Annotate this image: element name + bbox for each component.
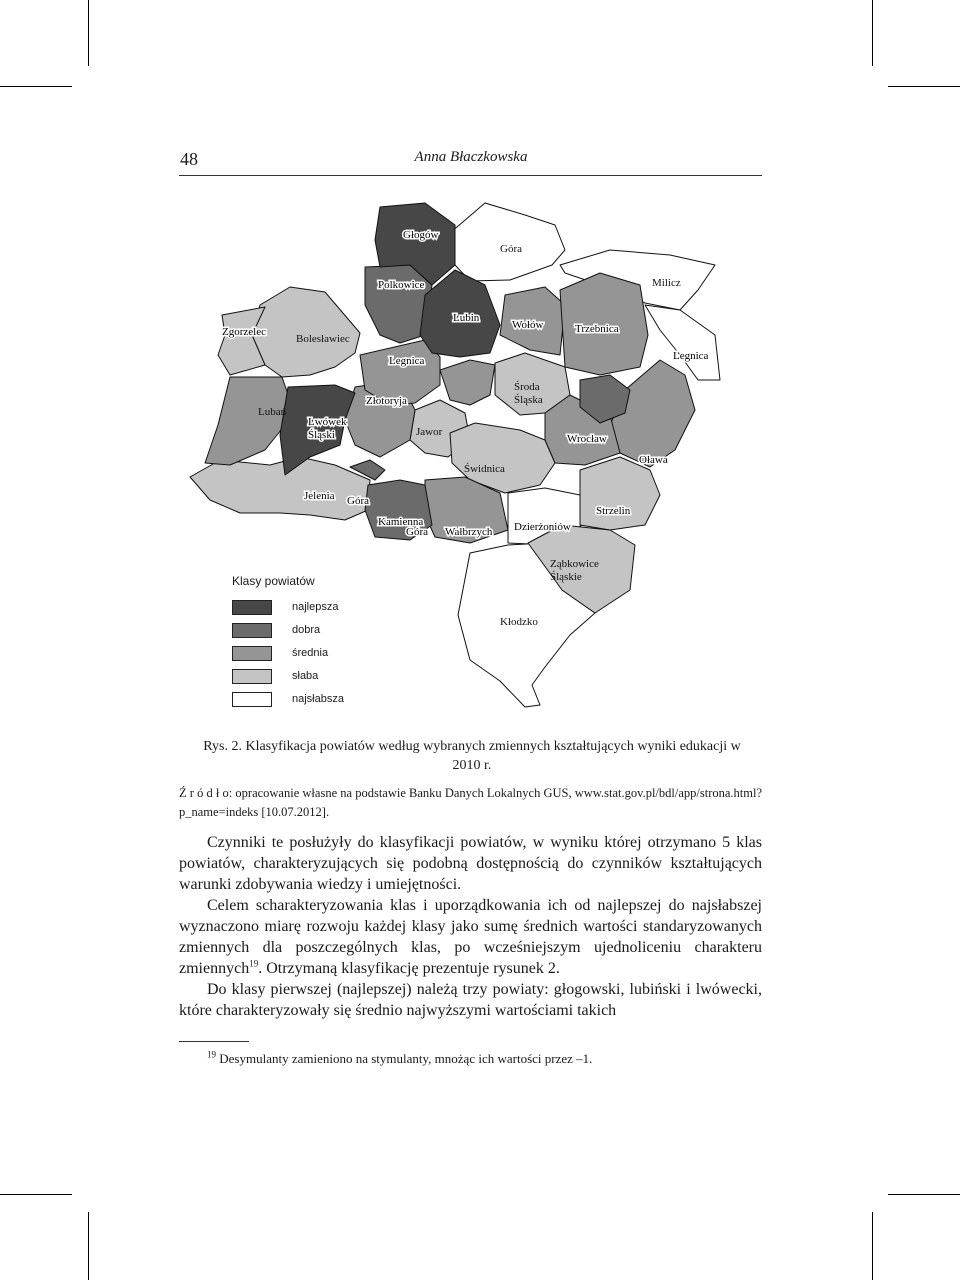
legend-swatch <box>232 646 272 661</box>
map-label-trzebnica: Trzebnica <box>575 323 619 335</box>
page-number: 48 <box>180 149 198 169</box>
body-text <box>179 832 762 1021</box>
footnote-text: Desymulanty zamieniono na stymulanty, mnożąc ich wartości przez –1. <box>219 1051 593 1066</box>
crop-mark <box>888 1194 960 1195</box>
map-label-kamienna-2: Góra <box>406 526 428 538</box>
legend-item <box>232 645 328 661</box>
legend-item <box>232 691 344 707</box>
legend-label: najlepsza <box>292 601 339 613</box>
map-label-milicz: Milicz <box>652 277 681 289</box>
legend-label: dobra <box>292 624 321 636</box>
figure-source <box>179 784 762 822</box>
map-label-zlotoryja: Złotoryja <box>366 395 407 407</box>
map-label-kamienna-1: Kamienna <box>378 516 424 528</box>
district-map <box>170 195 730 720</box>
district-sroda-inner <box>440 360 495 405</box>
legend-label: średnia <box>292 647 329 659</box>
crop-mark <box>88 0 89 66</box>
map-label-swidnica: Świdnica <box>464 463 505 475</box>
map-label-luban: Lubań <box>258 406 287 418</box>
footnote-number: 19 <box>207 1049 216 1060</box>
crop-mark <box>888 86 960 87</box>
district-gora <box>450 203 565 281</box>
paragraph: Do klasy pierwszej (najlepszej) należą trzy powiaty: głogowski, lubiński i lwówecki, które charakteryzowały się średnio najwyższymi wartościami takich <box>179 981 762 1019</box>
crop-mark <box>88 1212 89 1280</box>
map-label-zabkowice-1: Ząbkowice <box>550 558 599 570</box>
legend-label: najsłabsza <box>292 693 344 705</box>
map-label-olawa: Oława <box>639 454 668 466</box>
legend-item <box>232 599 338 615</box>
legend-item <box>232 622 320 638</box>
map-label-zgorzelec: Zgorzelec <box>222 326 266 338</box>
legend-item <box>232 668 318 684</box>
map-label-glogow: Głogów <box>403 229 439 241</box>
map-label-dzierzoniow: Dzierżoniów <box>514 521 571 533</box>
map-label-walbrzych: Wałbrzych <box>445 526 493 538</box>
map-label-lwowek-2: Śląski <box>308 429 335 441</box>
footnote <box>207 1051 592 1067</box>
legend-swatch <box>232 692 272 707</box>
map-label-lwowek-1: Lwówek <box>308 416 347 428</box>
district-strzelin <box>580 457 660 530</box>
map-label-strzelin: Strzelin <box>596 505 631 517</box>
source-prefix: Ź r ó d ł o: <box>179 786 233 800</box>
map-label-legnica-east: Legnica <box>673 350 709 362</box>
map-label-boleslawiec: Bolesławiec <box>296 333 350 345</box>
source-text: opracowanie własne na podstawie Banku Danych Lokalnych GUS, www.stat.gov.pl/bdl/app/strona.html?p_name=indeks [10.07.2012]. <box>179 786 762 819</box>
district-boleslawiec <box>252 287 360 377</box>
map-label-sroda-1: Środa <box>514 381 540 393</box>
legend-label: słaba <box>292 670 319 682</box>
district-jelenia-gora <box>190 457 370 520</box>
map-label-zabkowice-2: Śląskie <box>550 571 582 583</box>
legend-title: Klasy powiatów <box>232 574 315 588</box>
map-label-wroclaw: Wrocław <box>567 433 607 445</box>
crop-mark <box>872 1212 873 1280</box>
header-rule <box>179 175 762 176</box>
map-label-legnica-city: Legnica <box>389 355 425 367</box>
map-label-jawor: Jawor <box>416 426 443 438</box>
paragraph-text: . Otrzymaną klasyfikację prezentuje rysunek 2. <box>258 960 560 977</box>
map-label-gora: Góra <box>500 243 522 255</box>
map-label-klodzko: Kłodzko <box>500 616 538 628</box>
legend-swatch <box>232 669 272 684</box>
map-label-jelenia: Jelenia <box>304 490 335 502</box>
crop-mark <box>872 0 873 66</box>
map-label-polkowice: Polkowice <box>378 279 425 291</box>
paragraph-text: Celem scharakteryzowania klas i uporządkowania ich od najlepszej do najsłabszej wyznaczono miarę rozwoju każdej klasy jako sumę średnich wartości standaryzowanych zmiennych dla poszczególnych klas, po wcześniejszym ujednoliceniu charakteru zmiennych <box>179 897 762 977</box>
footnote-ref: 19 <box>249 958 259 969</box>
map-label-lubin: Lubin <box>453 312 480 324</box>
map-label-sroda-2: Śląska <box>514 394 543 406</box>
map-label-wolow: Wołów <box>512 319 544 331</box>
paragraph: Czynniki te posłużyły do klasyfikacji powiatów, w wyniku której otrzymano 5 klas powiatów, charakteryzujących się podobną dostępnością do czynników kształtujących warunki zdobywania wiedzy i umiejętności. <box>179 834 762 893</box>
crop-mark <box>0 86 72 87</box>
legend-swatch <box>232 623 272 638</box>
map-label-jelenia-gora: Góra <box>347 495 369 507</box>
legend-swatch <box>232 600 272 615</box>
paragraph <box>179 895 762 979</box>
crop-mark <box>0 1194 72 1195</box>
footnote-rule <box>179 1041 249 1042</box>
figure-caption: Rys. 2. Klasyfikacja powiatów według wybranych zmiennych kształtujących wyniki edukacji w 2010 r. <box>203 739 741 773</box>
running-header-author: Anna Błaczkowska <box>414 149 528 165</box>
district-luban <box>205 377 290 465</box>
